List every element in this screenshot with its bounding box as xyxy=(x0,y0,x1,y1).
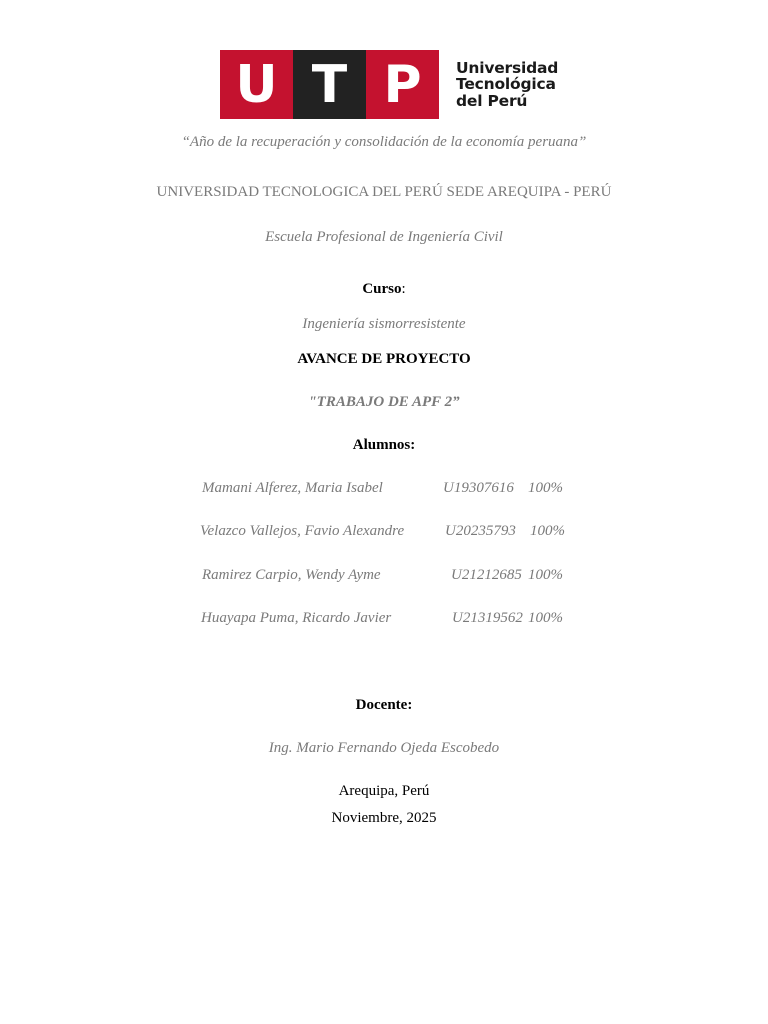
work-title: "TRABAJO DE APF 2” xyxy=(308,394,460,410)
student-name: Huayapa Puma, Ricardo Javier xyxy=(201,610,392,626)
student-percentage: 100% xyxy=(528,567,563,583)
student-name: Velazco Vallejos, Favio Alexandre xyxy=(200,523,405,539)
logo-wordmark xyxy=(456,60,558,110)
teacher-name: Ing. Mario Fernando Ojeda Escobedo xyxy=(268,740,500,756)
logo-letter-u: U xyxy=(220,50,293,119)
student-code: U21212685 xyxy=(451,567,522,583)
report-type: AVANCE DE PROYECTO xyxy=(297,351,471,367)
logo-wordmark-line-2: Tecnológica xyxy=(456,75,556,94)
student-percentage: 100% xyxy=(528,480,563,496)
place: Arequipa, Perú xyxy=(338,783,430,799)
course-name: Ingeniería sismorresistente xyxy=(302,316,466,332)
logo-blocks xyxy=(220,50,439,119)
course-label-colon: : xyxy=(401,281,406,297)
student-code: U21319562 xyxy=(452,610,523,626)
school-name: Escuela Profesional de Ingeniería Civil xyxy=(265,229,503,245)
student-code: U19307616 xyxy=(443,480,514,496)
utp-logo xyxy=(220,50,558,119)
course-label: Curso xyxy=(362,281,402,297)
logo-wordmark-line-3: del Perú xyxy=(456,91,528,110)
date: Noviembre, 2025 xyxy=(331,810,437,826)
students-label: Alumnos: xyxy=(352,437,416,453)
student-code: U20235793 xyxy=(445,523,516,539)
student-percentage: 100% xyxy=(528,610,563,626)
university-name: UNIVERSIDAD TECNOLOGICA DEL PERÚ SEDE AREQUIPA - PERÚ xyxy=(156,184,612,200)
student-name: Mamani Alferez, Maria Isabel xyxy=(202,480,383,496)
logo-letter-p: P xyxy=(366,50,439,119)
teacher-label: Docente: xyxy=(355,697,413,713)
logo-letter-t: T xyxy=(293,50,366,119)
motto: “Año de la recuperación y consolidación de la economía peruana” xyxy=(181,134,587,150)
logo-wordmark-line-1: Universidad xyxy=(456,58,559,77)
course-label-line xyxy=(0,281,768,298)
student-percentage: 100% xyxy=(530,523,565,539)
student-name: Ramirez Carpio, Wendy Ayme xyxy=(202,567,381,583)
